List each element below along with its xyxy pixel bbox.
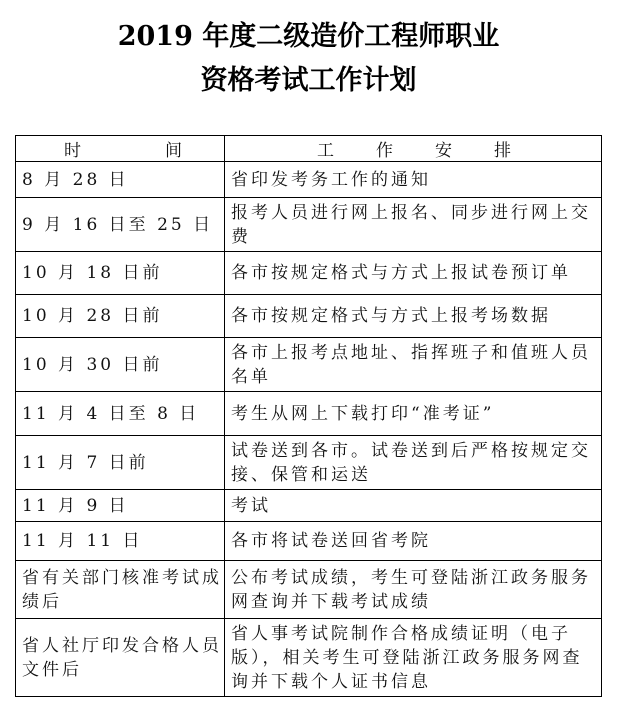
work-cell: 省印发考务工作的通知 xyxy=(225,162,602,198)
table-row xyxy=(16,392,602,436)
table-row xyxy=(16,162,602,198)
header-time-char: 间 xyxy=(165,141,182,161)
work-plan-table xyxy=(15,135,602,697)
table-row xyxy=(16,436,602,490)
table-header-row xyxy=(16,136,602,162)
table-row xyxy=(16,338,602,392)
table-row xyxy=(16,522,602,561)
work-cell: 各市上报考点地址、指挥班子和值班人员名单 xyxy=(225,338,602,392)
table-row xyxy=(16,619,602,697)
table-row xyxy=(16,198,602,252)
work-cell: 报考人员进行网上报名、同步进行网上交费 xyxy=(225,198,602,252)
document-title-line2: 资格考试工作计划 xyxy=(200,65,417,96)
time-cell: 9 月 16 日至 25 日 xyxy=(16,198,225,252)
time-cell: 10 月 30 日前 xyxy=(16,338,225,392)
work-cell: 各市按规定格式与方式上报试卷预订单 xyxy=(225,252,602,295)
header-time xyxy=(16,136,225,162)
work-cell: 省人事考试院制作合格成绩证明（电子版），相关考生可登陆浙江政务服务网查询并下载个人证书信息 xyxy=(225,619,602,697)
time-cell: 省有关部门核准考试成绩后 xyxy=(16,561,225,619)
header-work-char: 作 xyxy=(376,141,393,161)
header-work-char: 工 xyxy=(317,141,334,161)
document-title-line1: 2019 年度二级造价工程师职业 xyxy=(117,21,500,52)
header-work xyxy=(225,136,602,162)
time-cell: 省人社厅印发合格人员文件后 xyxy=(16,619,225,697)
work-cell: 各市按规定格式与方式上报考场数据 xyxy=(225,295,602,338)
time-cell: 11 月 11 日 xyxy=(16,522,225,561)
time-cell: 10 月 28 日前 xyxy=(16,295,225,338)
header-work-char: 安 xyxy=(435,141,452,161)
work-cell: 考试 xyxy=(225,490,602,522)
table-row xyxy=(16,490,602,522)
time-cell: 8 月 28 日 xyxy=(16,162,225,198)
work-cell: 各市将试卷送回省考院 xyxy=(225,522,602,561)
time-cell: 11 月 4 日至 8 日 xyxy=(16,392,225,436)
work-cell: 试卷送到各市。试卷送到后严格按规定交接、保管和运送 xyxy=(225,436,602,490)
time-cell: 11 月 7 日前 xyxy=(16,436,225,490)
table-row xyxy=(16,561,602,619)
work-cell: 公布考试成绩，考生可登陆浙江政务服务网查询并下载考试成绩 xyxy=(225,561,602,619)
header-time-char: 时 xyxy=(64,141,81,161)
table-row xyxy=(16,252,602,295)
time-cell: 10 月 18 日前 xyxy=(16,252,225,295)
table-row xyxy=(16,295,602,338)
work-cell: 考生从网上下载打印“准考证” xyxy=(225,392,602,436)
time-cell: 11 月 9 日 xyxy=(16,490,225,522)
header-work-char: 排 xyxy=(494,141,511,161)
